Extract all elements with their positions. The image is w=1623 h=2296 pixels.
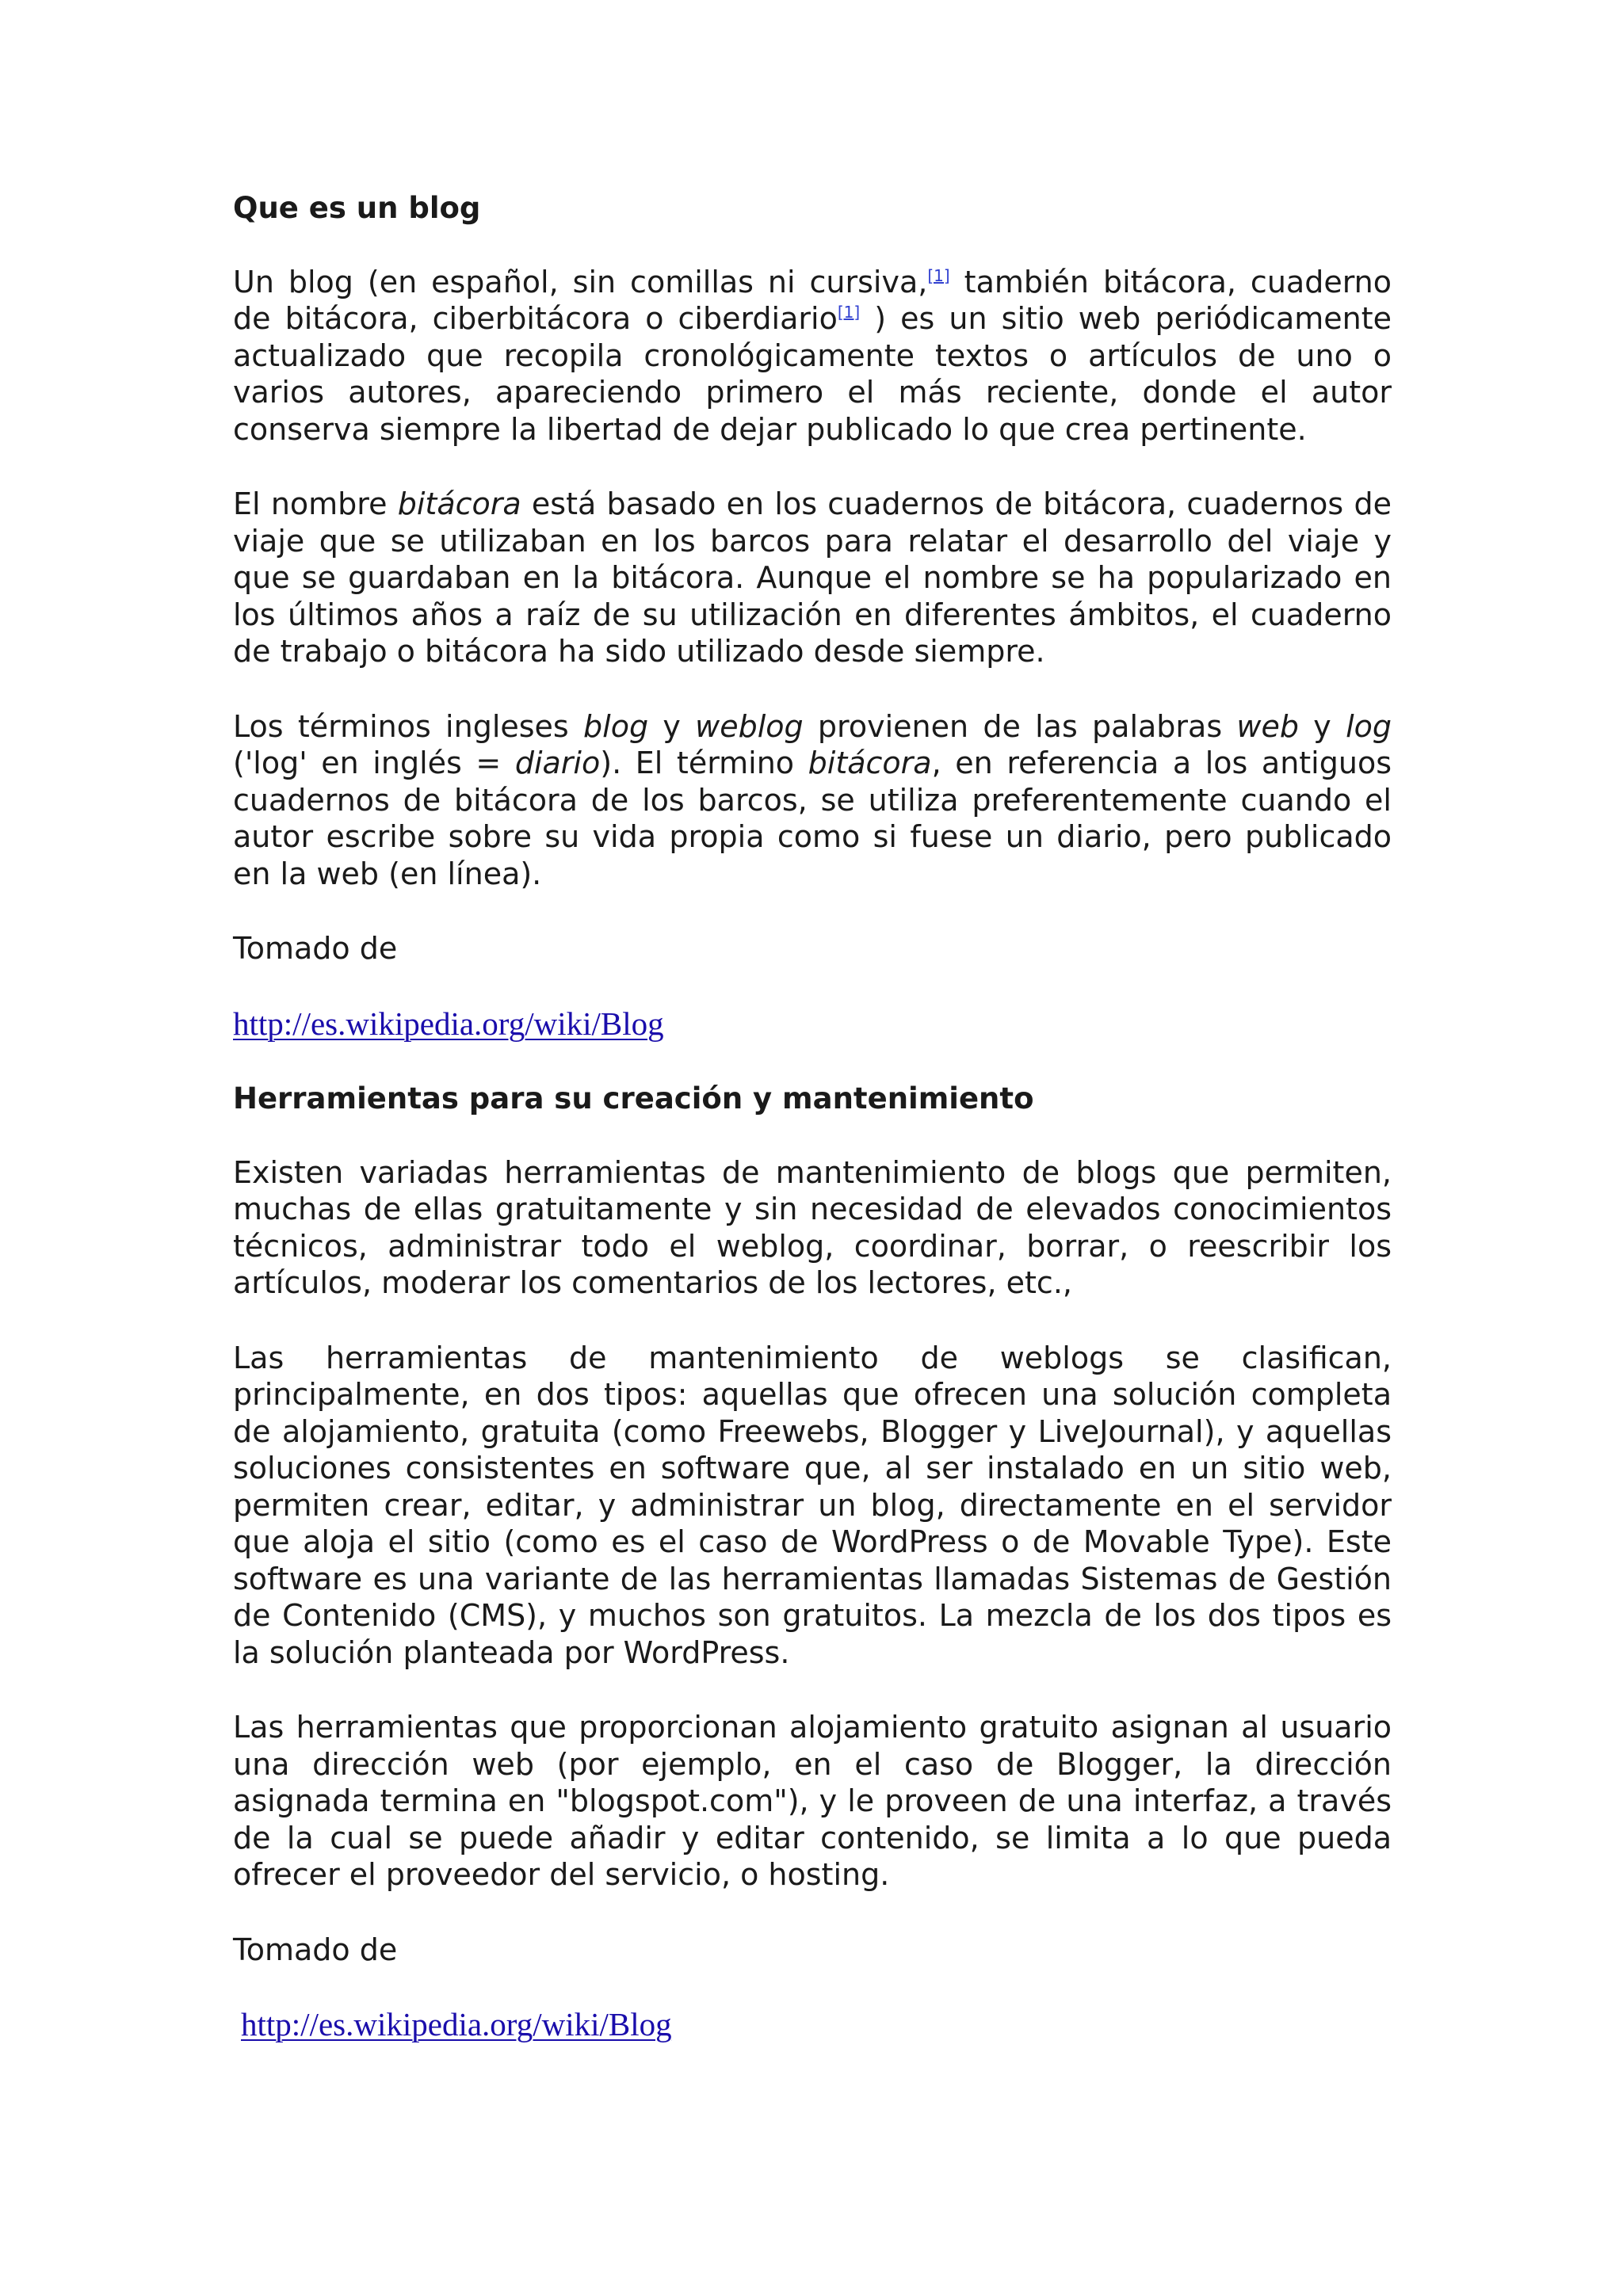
paragraph-text: y bbox=[1299, 708, 1346, 744]
paragraph-text: ). El término bbox=[600, 746, 808, 780]
italic-term: web bbox=[1236, 708, 1300, 744]
section-title-herramientas: Herramientas para su creación y mantenimiento bbox=[233, 1081, 1034, 1116]
paragraph-text: Los términos ingleses bbox=[233, 708, 584, 744]
paragraph-text: ) es un sitio web periódicamente actualizado que recopila cronológicamente textos o artículos de uno o varios autores, apareciendo primero el más reciente, donde el autor conserva siempre la libertad de dejar publicado lo que crea pertinente. bbox=[233, 301, 1392, 447]
italic-term: weblog bbox=[695, 708, 804, 744]
source-label: Tomado de bbox=[233, 1932, 398, 1967]
document-body bbox=[233, 190, 1392, 2082]
reference-link[interactable]: [1] bbox=[927, 265, 950, 285]
paragraph-text: y bbox=[648, 708, 696, 744]
paragraph-tools-overview: Existen variadas herramientas de mantenimiento de blogs que permiten, muchas de ellas gratuitamente y sin necesidad de elevados conocimientos técnicos, administrar todo el weblog, coordinar, borrar, o reescribir los artículos, moderar los comentarios de los lectores, etc., bbox=[233, 1154, 1392, 1300]
paragraph-tools-types: Las herramientas de mantenimiento de weblogs se clasifican, principalmente, en dos tipos: aquellas que ofrecen una solución completa de alojamiento, gratuita (como Freewebs, Blogger y LiveJournal), y aquellas soluciones consistentes en software que, al ser instalado en un sitio web, permiten crear, editar, y administrar un blog, directamente en el servidor que aloja el sitio (como es el caso de WordPress o de Movable Type). Este software es una variante de las herramientas llamadas Sistemas de Gestión de Contenido (CMS), y muchos son gratuitos. La mezcla de los dos tipos es la solución planteada por WordPress. bbox=[233, 1340, 1392, 1670]
source-label: Tomado de bbox=[233, 931, 398, 966]
source-link-row bbox=[233, 2006, 1392, 2044]
paragraph-text: Un blog (en español, sin comillas ni cursiva, bbox=[233, 264, 928, 299]
source-link-row bbox=[233, 1005, 1392, 1043]
italic-term: log bbox=[1346, 708, 1392, 744]
wikipedia-source-link[interactable]: http://es.wikipedia.org/wiki/Blog bbox=[233, 1005, 664, 1042]
paragraph-english-terms bbox=[233, 708, 1392, 893]
italic-term: bitácora bbox=[397, 486, 521, 521]
paragraph-name-origin bbox=[233, 486, 1392, 670]
paragraph-text: , en referencia a los antiguos cuadernos de bitácora de los barcos, se utiliza preferentemente cuando el autor escribe sobre su vida propia como si fuese un diario, pero publicado en la web (en línea). bbox=[233, 746, 1392, 891]
italic-term: diario bbox=[514, 746, 601, 780]
italic-term: bitácora bbox=[808, 746, 932, 780]
paragraph-text: está basado en los cuadernos de bitácora, cuadernos de viaje que se utilizaban en los barcos para relatar el desarrollo del viaje y que se guardaban en la bitácora. Aunque el nombre se ha popularizado en los últimos años a raíz de su utilización en diferentes ámbitos, el cuaderno de trabajo o bitácora ha sido utilizado desde siempre. bbox=[233, 486, 1392, 669]
paragraph-free-hosting: Las herramientas que proporcionan alojamiento gratuito asignan al usuario una dirección web (por ejemplo, en el caso de Blogger, la dirección asignada termina en "blogspot.com"), y le proveen de una interfaz, a través de la cual se puede añadir y editar contenido, se limita a lo que pueda ofrecer el proveedor del servicio, o hosting. bbox=[233, 1710, 1392, 1892]
paragraph-text: también bitácora, cuaderno de bitácora, ciberbitácora o ciberdiario bbox=[233, 264, 1392, 336]
paragraph-text: provienen de las palabras bbox=[803, 708, 1237, 744]
wikipedia-source-link[interactable]: http://es.wikipedia.org/wiki/Blog bbox=[241, 2006, 672, 2042]
paragraph-text: El nombre bbox=[233, 486, 398, 521]
paragraph-text: ('log' en inglés = bbox=[233, 746, 515, 780]
paragraph-definition bbox=[233, 264, 1392, 448]
reference-link[interactable]: [1] bbox=[837, 303, 861, 322]
section-title-que-es-un-blog: Que es un blog bbox=[233, 191, 481, 225]
italic-term: blog bbox=[583, 708, 649, 744]
